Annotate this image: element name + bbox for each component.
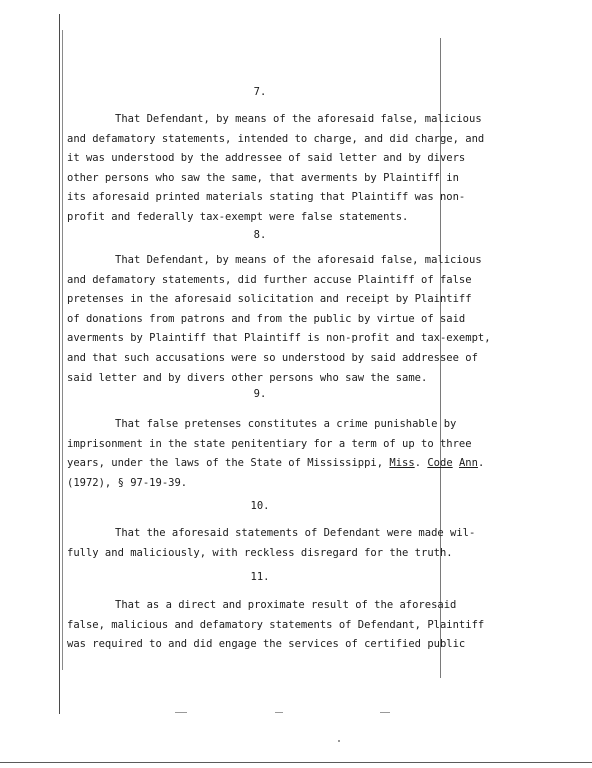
text-line: That Defendant, by means of the aforesaid false, malicious [115, 254, 482, 266]
bottom-fragment [275, 712, 283, 713]
text-line: of donations from patrons and from the public by virtue of said [67, 312, 466, 325]
text-line: That the aforesaid statements of Defendant were made wil- [115, 527, 476, 539]
text-line: other persons who saw the same, that averments by Plaintiff in [67, 171, 459, 184]
text-line: That false pretenses constitutes a crime punishable by [115, 418, 457, 430]
bottom-fragment [380, 712, 390, 713]
text-line: false, malicious and defamatory statements of Defendant, Plaintiff [67, 618, 485, 631]
citation-code: Code [427, 457, 453, 470]
citation-dot: . [414, 457, 428, 470]
bottom-rule [0, 762, 592, 763]
text-line: its aforesaid printed materials stating that Plaintiff was non- [67, 191, 466, 204]
text-line: and defamatory statements, did further accuse Plaintiff of false [67, 273, 472, 286]
text-line: averments by Plaintiff that Plaintiff is non-profit and tax-exempt, [67, 332, 491, 345]
paragraph-number: 10. [250, 500, 270, 512]
paragraph-number: 11. [250, 571, 270, 583]
paragraph-number: 8. [253, 229, 267, 241]
paragraph-8 [67, 251, 491, 388]
text-line: pretenses in the aforesaid solicitation and receipt by Plaintiff [67, 293, 472, 306]
text-line: That as a direct and proximate result of the aforesaid [115, 599, 457, 611]
citation-ann: Ann [458, 457, 478, 470]
text-line: it was understood by the addressee of said letter and by divers [67, 152, 466, 165]
paragraph-9 [67, 415, 485, 493]
text-line: fully and maliciously, with reckless disregard for the truth. [67, 546, 453, 559]
paragraph-number: 7. [253, 86, 267, 98]
paragraph-7 [67, 110, 485, 228]
text-line: That Defendant, by means of the aforesaid false, malicious [115, 113, 482, 125]
citation-prefix: years, under the laws of the State of Mississippi, [67, 457, 390, 470]
scan-speck [338, 740, 340, 742]
text-line: was required to and did engage the services of certified public [67, 638, 466, 651]
text-line: profit and federally tax-exempt were false statements. [67, 210, 409, 223]
text-line: (1972), § 97-19-39. [67, 476, 188, 489]
text-line: said letter and by divers other persons who saw the same. [67, 371, 428, 384]
text-line: and defamatory statements, intended to charge, and did charge, and [67, 132, 485, 145]
citation-dot: . [477, 457, 485, 470]
bottom-fragment [175, 712, 187, 713]
text-line: imprisonment in the state penitentiary for a term of up to three [67, 437, 472, 450]
paragraph-number: 9. [253, 388, 267, 400]
left-margin-line [59, 14, 60, 714]
paragraph-11 [67, 596, 485, 655]
paragraph-10 [67, 524, 476, 563]
text-line: and that such accusations were so understood by said addressee of [67, 351, 478, 364]
citation-line [67, 454, 485, 474]
citation-miss: Miss [389, 457, 415, 470]
